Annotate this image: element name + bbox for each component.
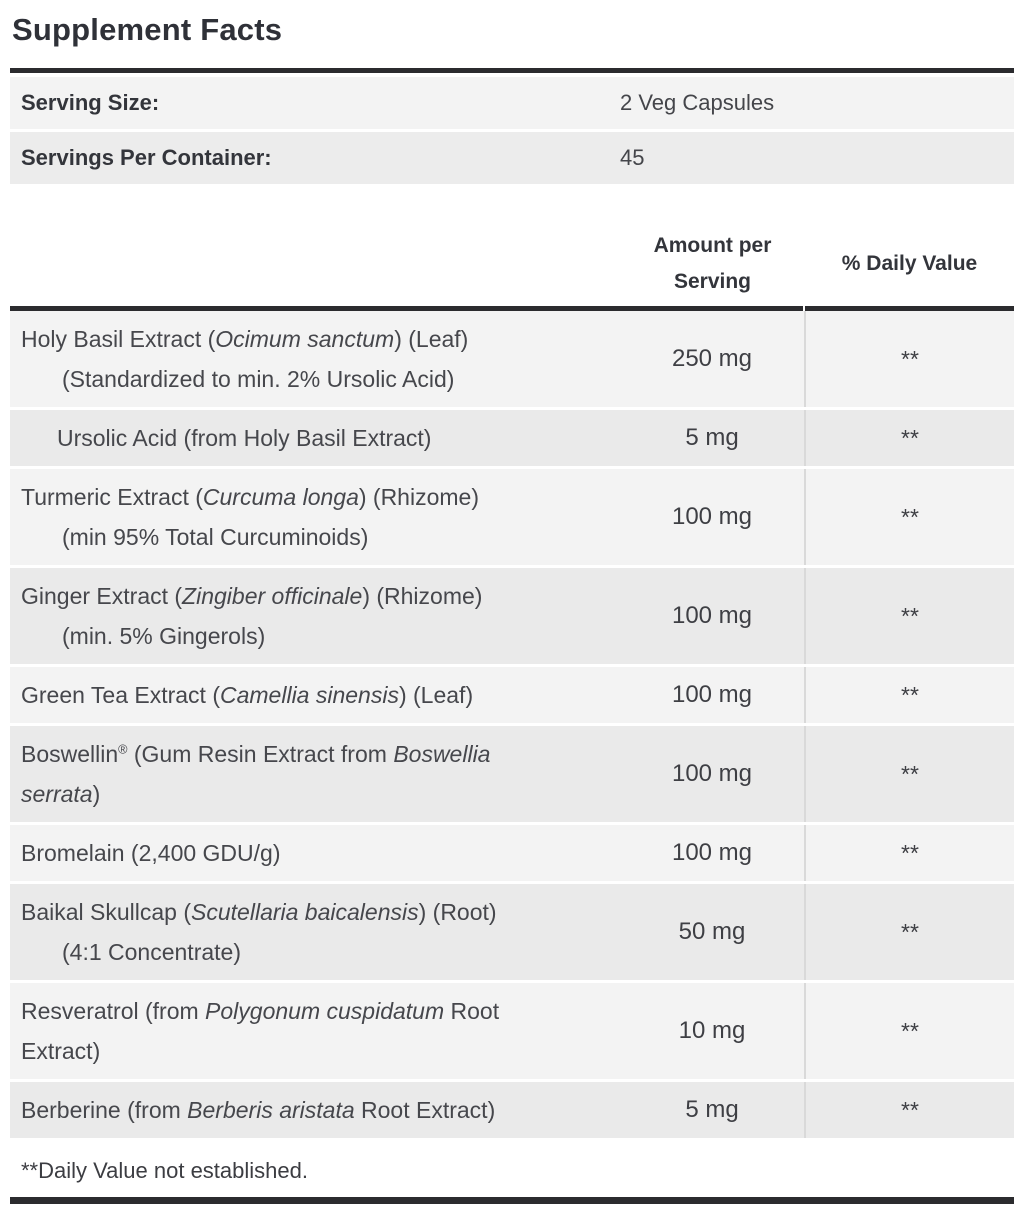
footnote: **Daily Value not established.: [21, 1158, 308, 1183]
ingredients-table: [10, 311, 1014, 1141]
bottom-divider-rule: [10, 1197, 1014, 1204]
amount-per-serving-value: 250 mg: [620, 311, 805, 409]
ingredient-name: Baikal Skullcap (Scutellaria baicalensis) (Root) (4:1 Concentrate): [10, 883, 620, 982]
ingredient-name: Resveratrol (from Polygonum cuspidatum Root Extract): [10, 982, 620, 1081]
table-row: [10, 666, 1014, 725]
serving-info-value: 2 Veg Capsules: [620, 90, 775, 115]
serving-info-value: 45: [620, 145, 645, 170]
daily-value: **: [805, 567, 1014, 666]
ingredient-name: Ginger Extract (Zingiber officinale) (Rhizome) (min. 5% Gingerols): [10, 567, 620, 666]
table-row: [10, 468, 1014, 567]
daily-value: **: [805, 824, 1014, 883]
amount-per-serving-value: 50 mg: [620, 883, 805, 982]
daily-value: **: [805, 409, 1014, 468]
amount-per-serving-value: 100 mg: [620, 824, 805, 883]
daily-value: **: [805, 883, 1014, 982]
amount-per-serving-value: 100 mg: [620, 666, 805, 725]
table-row: [10, 982, 1014, 1081]
ingredient-name: Green Tea Extract (Camellia sinensis) (Leaf): [10, 666, 620, 725]
table-row: [10, 725, 1014, 824]
serving-info-row: [10, 77, 1014, 129]
serving-info-row: [10, 132, 1014, 184]
amount-per-serving-value: 100 mg: [620, 567, 805, 666]
daily-value: **: [805, 666, 1014, 725]
column-header-daily-value: % Daily Value: [841, 252, 978, 275]
header-divider-rule: [10, 306, 1014, 311]
table-row: [10, 311, 1014, 409]
serving-info-label: Servings Per Container:: [21, 145, 272, 170]
daily-value: **: [805, 468, 1014, 567]
page-title: Supplement Facts: [12, 12, 283, 47]
column-header-amount: [620, 228, 805, 300]
serving-info-label: Serving Size:: [21, 90, 160, 115]
top-divider-rule: [10, 68, 1014, 73]
table-row: [10, 824, 1014, 883]
amount-per-serving-value: 5 mg: [620, 1081, 805, 1140]
daily-value: **: [805, 725, 1014, 824]
column-header-spacer: [10, 228, 620, 300]
amount-per-serving-value: 10 mg: [620, 982, 805, 1081]
daily-value: **: [805, 1081, 1014, 1140]
ingredient-name: Boswellin® (Gum Resin Extract from Boswellia serrata): [10, 725, 620, 824]
amount-per-serving-value: 5 mg: [620, 409, 805, 468]
column-headers: [10, 228, 1014, 300]
ingredient-name: Ursolic Acid (from Holy Basil Extract): [10, 409, 620, 468]
table-row: [10, 567, 1014, 666]
table-row: [10, 409, 1014, 468]
daily-value: **: [805, 311, 1014, 409]
column-header-amount-label: Amount per Serving: [653, 234, 772, 293]
table-row: [10, 1081, 1014, 1140]
table-row: [10, 883, 1014, 982]
ingredient-name: Bromelain (2,400 GDU/g): [10, 824, 620, 883]
amount-per-serving-value: 100 mg: [620, 468, 805, 567]
daily-value: **: [805, 982, 1014, 1081]
ingredient-name: Holy Basil Extract (Ocimum sanctum) (Leaf) (Standardized to min. 2% Ursolic Acid): [10, 311, 620, 409]
ingredient-name: Turmeric Extract (Curcuma longa) (Rhizome) (min 95% Total Curcuminoids): [10, 468, 620, 567]
amount-per-serving-value: 100 mg: [620, 725, 805, 824]
serving-info: [10, 77, 1014, 184]
ingredient-name: Berberine (from Berberis aristata Root Extract): [10, 1081, 620, 1140]
